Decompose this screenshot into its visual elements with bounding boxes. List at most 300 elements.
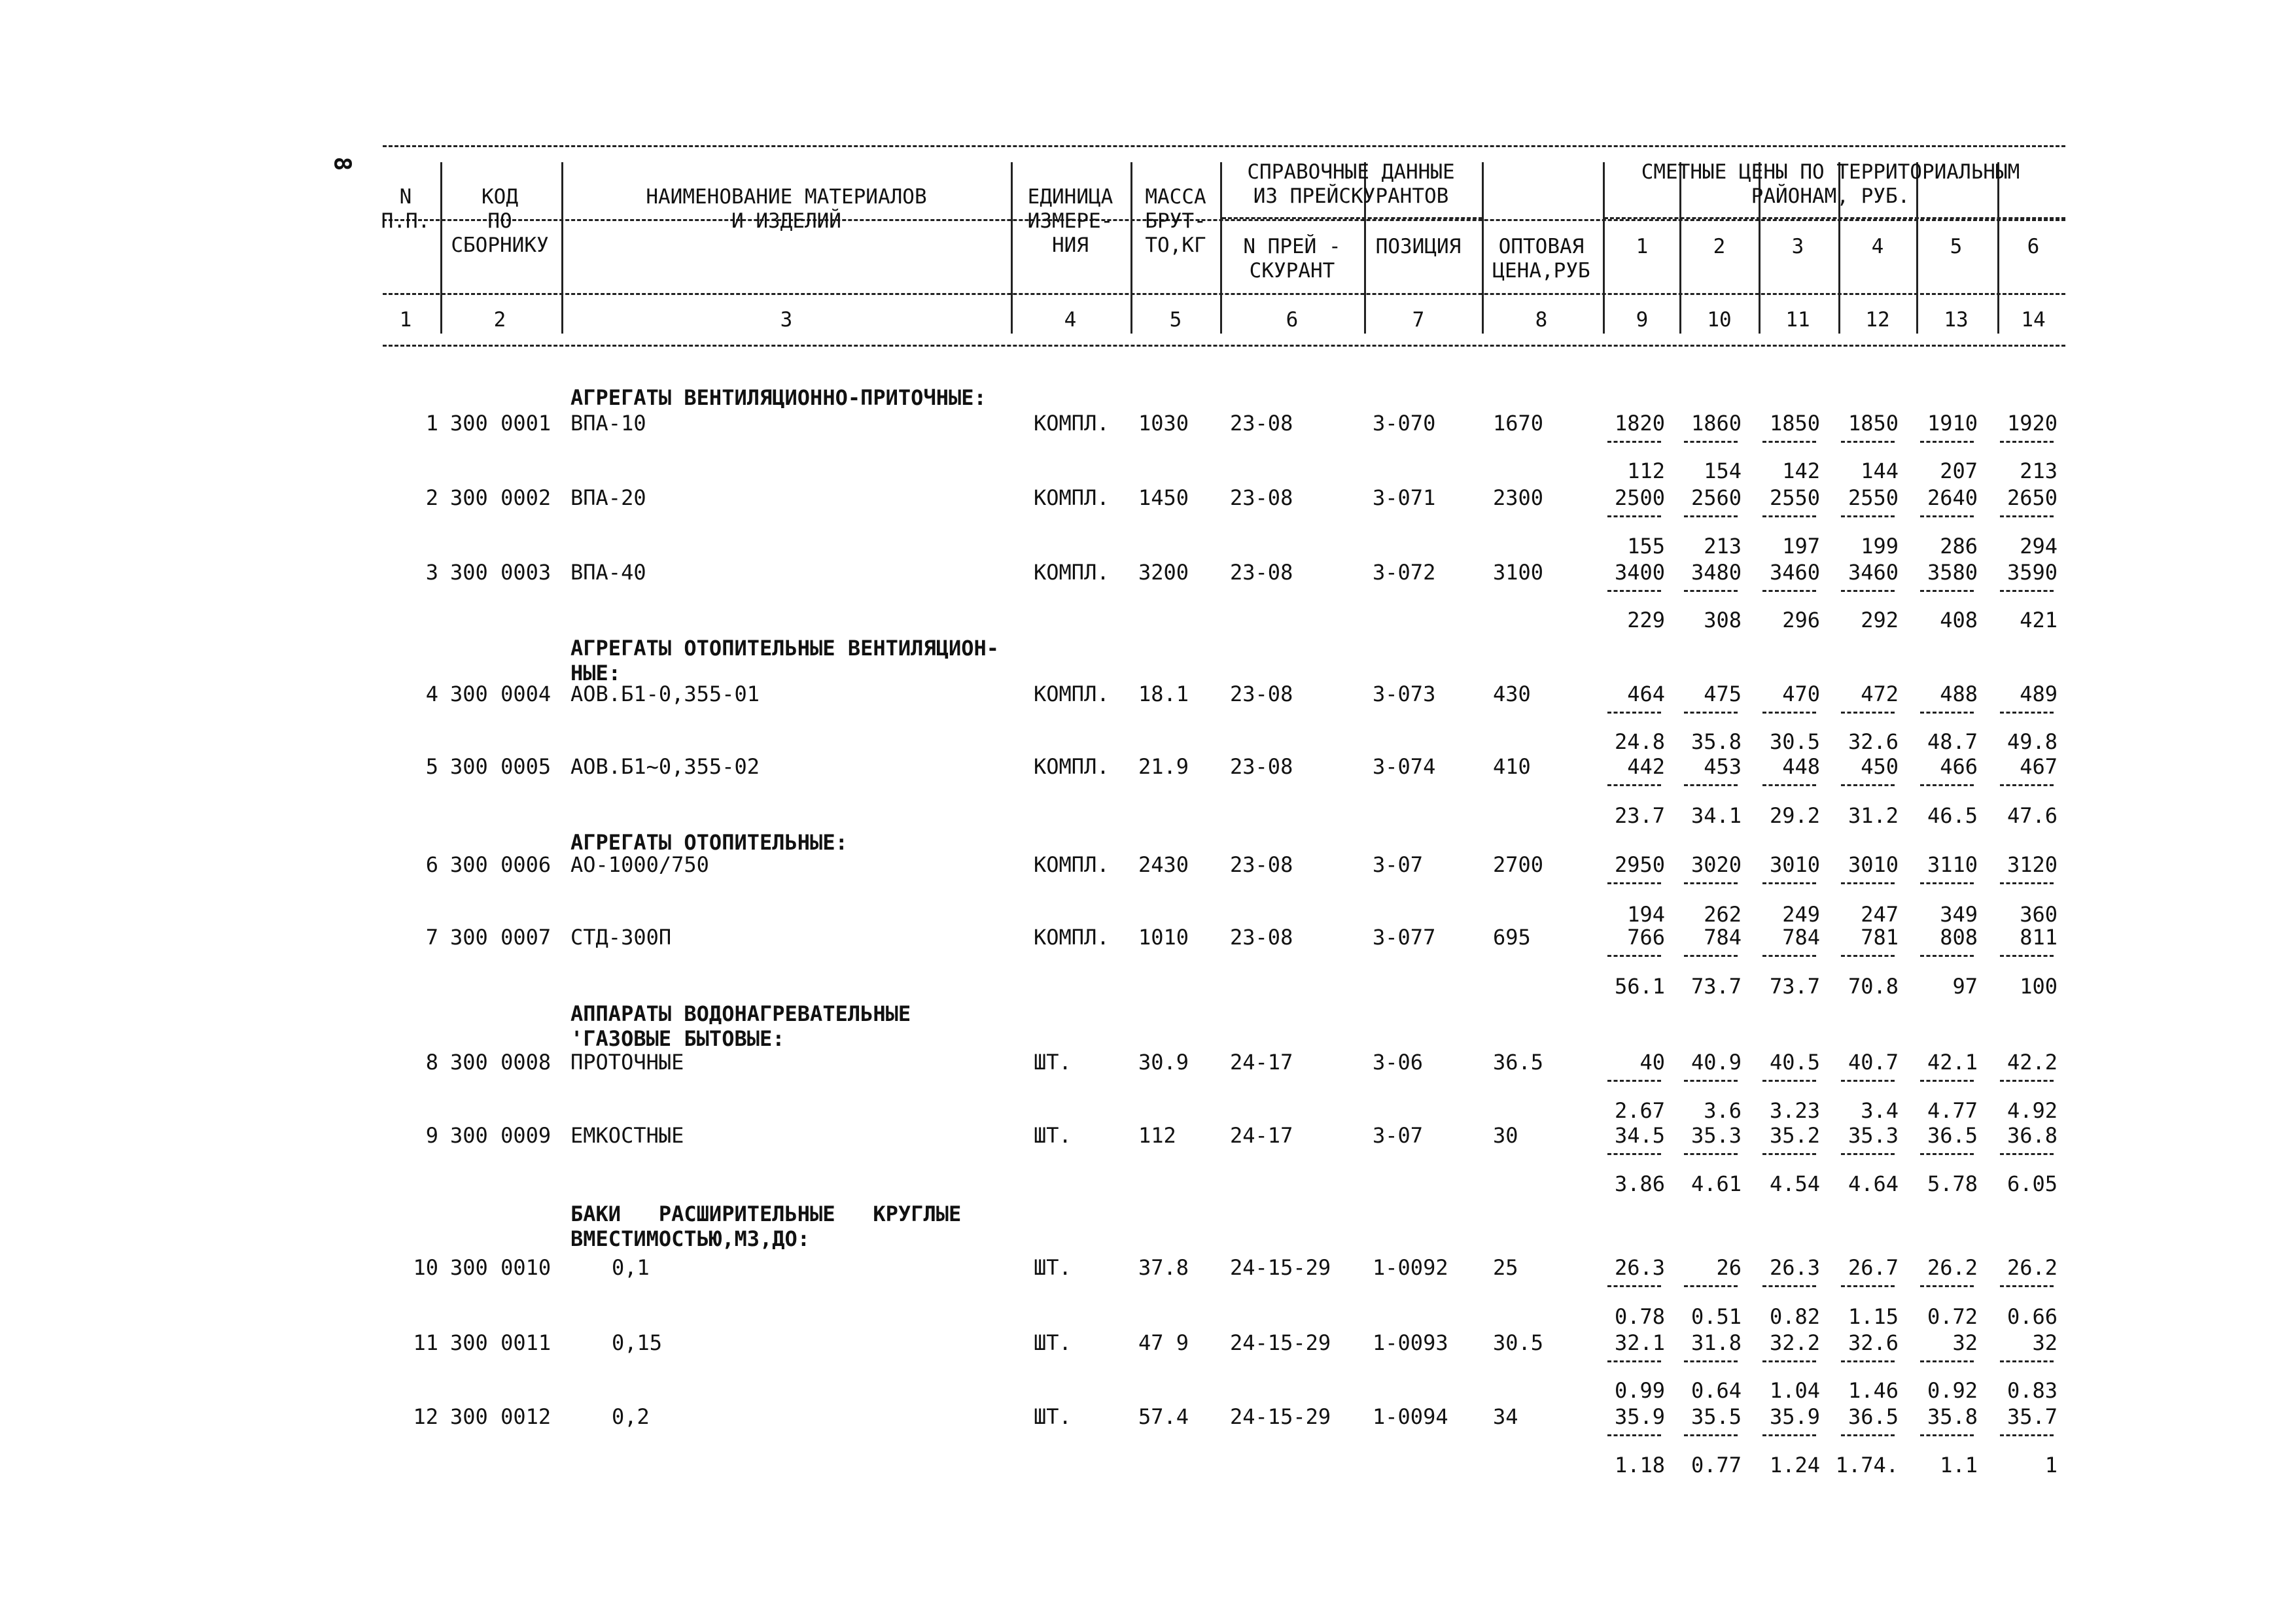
row-name: АОВ.Б1-0,355-01 [570, 682, 760, 706]
region-transport: 1.74. [1835, 1453, 1899, 1477]
region-price: 1860 [1691, 411, 1742, 436]
region-price: 32.1 [1614, 1330, 1665, 1355]
region-transport: 70.8 [1848, 974, 1899, 999]
fraction-line [1841, 1285, 1895, 1287]
region-transport: 213 [2020, 458, 2058, 483]
header-rule [383, 345, 2065, 347]
fraction-line [1684, 515, 1738, 517]
fraction-line [1920, 955, 1974, 957]
region-transport: 292 [1861, 608, 1899, 632]
region-transport: 5.78 [1927, 1171, 1978, 1196]
row-name: АОВ.Б1~0,355-02 [570, 754, 760, 779]
row-price-list: 23-08 [1230, 852, 1293, 877]
fraction-line [1607, 441, 1661, 443]
region-price: 2560 [1691, 485, 1742, 510]
region-transport: 31.2 [1848, 803, 1899, 828]
region-price: 3400 [1614, 560, 1665, 585]
fraction-line [1841, 955, 1895, 957]
region-transport: 1 [2044, 1453, 2058, 1477]
fraction-line [1920, 1153, 1974, 1155]
header-column-divider [1220, 162, 1222, 334]
row-price-list: 24-15-29 [1230, 1330, 1331, 1355]
region-transport: 34.1 [1691, 803, 1742, 828]
region-price: 2950 [1614, 852, 1665, 877]
row-mass: 57.4 [1138, 1404, 1189, 1429]
row-position: 1-0093 [1373, 1330, 1448, 1355]
region-transport: 6.05 [2006, 1171, 2058, 1196]
region-price: 1920 [2006, 411, 2058, 436]
row-name: 0,15 [612, 1330, 663, 1355]
row-unit: КОМПЛ. [1034, 852, 1110, 877]
row-wholesale: 3100 [1493, 560, 1544, 585]
row-number: 4 [425, 682, 438, 706]
row-wholesale: 695 [1493, 925, 1531, 950]
region-price: 26.2 [1927, 1255, 1978, 1280]
row-price-list: 23-08 [1230, 485, 1293, 510]
region-price: 3120 [2006, 852, 2058, 877]
fraction-line [1841, 1360, 1895, 1362]
header-label: И ИЗДЕЛИЙ [731, 209, 841, 233]
row-number: 6 [425, 852, 438, 877]
row-mass: 37.8 [1138, 1255, 1189, 1280]
region-price: 1910 [1927, 411, 1978, 436]
row-price-list: 23-08 [1230, 560, 1293, 585]
region-price: 3010 [1848, 852, 1899, 877]
region-price: 1820 [1614, 411, 1665, 436]
fraction-line [2000, 1360, 2054, 1362]
row-mass: 21.9 [1138, 754, 1189, 779]
region-price: 808 [1940, 925, 1978, 950]
region-price: 442 [1627, 754, 1665, 779]
region-price: 35.3 [1691, 1123, 1742, 1148]
row-wholesale: 2300 [1493, 485, 1544, 510]
header-label: МАССА [1145, 185, 1206, 209]
region-transport: 0.77 [1691, 1453, 1742, 1477]
row-mass: 18.1 [1138, 682, 1189, 706]
fraction-line [1684, 1153, 1738, 1155]
region-transport: 4.64 [1848, 1171, 1899, 1196]
region-transport: 24.8 [1614, 729, 1665, 754]
row-code: 300 0007 [450, 925, 552, 950]
fraction-line [2000, 1080, 2054, 1082]
region-transport: 155 [1627, 534, 1665, 559]
header-subrule [1222, 217, 1482, 219]
fraction-line [2000, 441, 2054, 443]
group-heading: АППАРАТЫ ВОДОНАГРЕВАТЕЛЬНЫЕ [570, 1001, 911, 1026]
header-label: N [399, 185, 412, 209]
fraction-line [1684, 712, 1738, 714]
row-wholesale: 25 [1493, 1255, 1518, 1280]
region-price: 2640 [1927, 485, 1978, 510]
region-transport: 0.72 [1927, 1304, 1978, 1329]
region-price: 2550 [1848, 485, 1899, 510]
row-code: 300 0011 [450, 1330, 552, 1355]
row-unit: КОМПЛ. [1034, 485, 1110, 510]
fraction-line [2000, 955, 2054, 957]
fraction-line [2000, 1434, 2054, 1436]
region-transport: 249 [1782, 902, 1820, 927]
fraction-line [1762, 515, 1816, 517]
region-transport: 23.7 [1614, 803, 1665, 828]
row-position: 3-06 [1373, 1050, 1424, 1075]
fraction-line [1762, 1434, 1816, 1436]
fraction-line [1762, 590, 1816, 592]
region-transport: 1.15 [1848, 1304, 1899, 1329]
fraction-line [1684, 882, 1738, 884]
row-unit: КОМПЛ. [1034, 754, 1110, 779]
region-price: 3580 [1927, 560, 1978, 585]
region-transport: 296 [1782, 608, 1820, 632]
region-transport: 0.64 [1691, 1378, 1742, 1403]
region-price: 3480 [1691, 560, 1742, 585]
fraction-line [1684, 1360, 1738, 1362]
region-price: 35.9 [1769, 1404, 1820, 1429]
region-transport: 3.86 [1614, 1171, 1665, 1196]
region-transport: 3.23 [1769, 1098, 1820, 1123]
fraction-line [1920, 712, 1974, 714]
fraction-line [2000, 882, 2054, 884]
row-code: 300 0012 [450, 1404, 552, 1429]
row-name: ЕМКОСТНЫЕ [570, 1123, 684, 1148]
column-number: 9 [1636, 308, 1649, 332]
column-number: 10 [1707, 308, 1732, 332]
region-transport: 1.24 [1769, 1453, 1820, 1477]
region-price: 2550 [1769, 485, 1820, 510]
region-transport: 47.6 [2006, 803, 2058, 828]
group-heading: АГРЕГАТЫ ОТОПИТЕЛЬНЫЕ: [570, 830, 848, 855]
column-number: 2 [493, 308, 506, 332]
region-price: 40.5 [1769, 1050, 1820, 1075]
region-transport: 73.7 [1769, 974, 1820, 999]
row-position: 1-0092 [1373, 1255, 1448, 1280]
column-number: 4 [1064, 308, 1077, 332]
row-position: 3-070 [1373, 411, 1436, 436]
region-transport: 262 [1704, 902, 1742, 927]
fraction-line [1920, 784, 1974, 786]
region-price: 36.5 [1848, 1404, 1899, 1429]
column-number: 8 [1535, 308, 1548, 332]
row-price-list: 24-15-29 [1230, 1255, 1331, 1280]
fraction-line [1684, 441, 1738, 443]
region-price: 35.8 [1927, 1404, 1978, 1429]
fraction-line [1920, 1285, 1974, 1287]
header-label: ЕДИНИЦА [1027, 185, 1113, 209]
group-heading: НЫЕ: [570, 661, 622, 685]
header-label: ИЗ ПРЕЙСКУРАНТОВ [1253, 184, 1449, 208]
fraction-line [1762, 882, 1816, 884]
region-transport: 29.2 [1769, 803, 1820, 828]
row-number: 10 [413, 1255, 438, 1280]
fraction-line [1684, 784, 1738, 786]
row-unit: ШТ. [1034, 1404, 1072, 1429]
fraction-line [2000, 590, 2054, 592]
row-unit: КОМПЛ. [1034, 560, 1110, 585]
fraction-line [1762, 441, 1816, 443]
region-transport: 213 [1704, 534, 1742, 559]
row-wholesale: 30 [1493, 1123, 1518, 1148]
header-label: ИЗМЕРЕ- [1027, 209, 1113, 233]
region-price: 40.7 [1848, 1050, 1899, 1075]
row-unit: ШТ. [1034, 1123, 1072, 1148]
region-price: 781 [1861, 925, 1899, 950]
region-price: 2650 [2006, 485, 2058, 510]
region-transport: 3.6 [1704, 1098, 1742, 1123]
region-transport: 0.78 [1614, 1304, 1665, 1329]
region-price: 42.1 [1927, 1050, 1978, 1075]
region-price: 472 [1861, 682, 1899, 706]
region-transport: 349 [1940, 902, 1978, 927]
row-code: 300 0002 [450, 485, 552, 510]
row-code: 300 0004 [450, 682, 552, 706]
row-price-list: 23-08 [1230, 754, 1293, 779]
region-price: 40 [1639, 1050, 1665, 1075]
region-price: 36.5 [1927, 1123, 1978, 1148]
header-label: ТО,КГ [1145, 233, 1206, 257]
column-number: 14 [2021, 308, 2046, 332]
region-transport: 229 [1627, 608, 1665, 632]
region-price: 1850 [1848, 411, 1899, 436]
fraction-line [1762, 1360, 1816, 1362]
column-number: 5 [1169, 308, 1182, 332]
fraction-line [1607, 1360, 1661, 1362]
region-transport: 73.7 [1691, 974, 1742, 999]
region-price: 26 [1716, 1255, 1742, 1280]
region-price: 3110 [1927, 852, 1978, 877]
region-number: 1 [1636, 235, 1649, 258]
row-code: 300 0003 [450, 560, 552, 585]
fraction-line [1841, 712, 1895, 714]
row-mass: 1030 [1138, 411, 1189, 436]
header-label: N ПРЕЙ - [1243, 235, 1341, 258]
region-transport: 49.8 [2006, 729, 2058, 754]
fraction-line [1762, 784, 1816, 786]
region-transport: 2.67 [1614, 1098, 1665, 1123]
row-wholesale: 2700 [1493, 852, 1544, 877]
header-label: СПРАВОЧНЫЕ ДАННЫЕ [1247, 160, 1455, 184]
header-label: НИЯ [1052, 233, 1089, 257]
fraction-line [1607, 590, 1661, 592]
row-unit: КОМПЛ. [1034, 682, 1110, 706]
fraction-line [1607, 1153, 1661, 1155]
group-heading: ВМЕСТИМОСТЬЮ,М3,ДО: [570, 1226, 811, 1251]
column-number: 12 [1865, 308, 1890, 332]
region-transport: 0.83 [2006, 1378, 2058, 1403]
row-mass: 47 9 [1138, 1330, 1189, 1355]
row-wholesale: 1670 [1493, 411, 1544, 436]
fraction-line [1920, 882, 1974, 884]
group-heading: АГРЕГАТЫ ВЕНТИЛЯЦИОННО-ПРИТОЧНЫЕ: [570, 385, 987, 410]
row-mass: 1450 [1138, 485, 1189, 510]
header-label: БРУТ- [1145, 209, 1206, 233]
column-number: 13 [1944, 308, 1969, 332]
region-transport: 308 [1704, 608, 1742, 632]
fraction-line [1841, 590, 1895, 592]
row-number: 3 [425, 560, 438, 585]
row-code: 300 0009 [450, 1123, 552, 1148]
fraction-line [1920, 1434, 1974, 1436]
region-price: 34.5 [1614, 1123, 1665, 1148]
row-name: 0,1 [612, 1255, 650, 1280]
header-label: КОД [482, 185, 518, 209]
fraction-line [1607, 1080, 1661, 1082]
row-wholesale: 36.5 [1493, 1050, 1544, 1075]
region-price: 32.6 [1848, 1330, 1899, 1355]
fraction-line [1762, 712, 1816, 714]
region-price: 448 [1782, 754, 1820, 779]
region-price: 3010 [1769, 852, 1820, 877]
row-number: 1 [425, 411, 438, 436]
row-price-list: 23-08 [1230, 682, 1293, 706]
fraction-line [1920, 441, 1974, 443]
region-transport: 48.7 [1927, 729, 1978, 754]
row-name: 0,2 [612, 1404, 650, 1429]
row-name: АО-1000/750 [570, 852, 709, 877]
header-label: СКУРАНТ [1249, 259, 1335, 283]
row-wholesale: 30.5 [1493, 1330, 1544, 1355]
region-price: 35.5 [1691, 1404, 1742, 1429]
region-transport: 100 [2020, 974, 2058, 999]
fraction-line [1762, 1153, 1816, 1155]
region-transport: 360 [2020, 902, 2058, 927]
region-price: 26.3 [1769, 1255, 1820, 1280]
row-number: 8 [425, 1050, 438, 1075]
header-label: ПО [487, 209, 512, 233]
fraction-line [1920, 515, 1974, 517]
row-position: 3-07 [1373, 1123, 1424, 1148]
column-number: 1 [399, 308, 412, 332]
fraction-line [1607, 955, 1661, 957]
header-label: ОПТОВАЯ [1498, 235, 1585, 258]
region-price: 467 [2020, 754, 2058, 779]
row-name: ПРОТОЧНЫЕ [570, 1050, 684, 1075]
region-price: 811 [2020, 925, 2058, 950]
region-transport: 194 [1627, 902, 1665, 927]
region-number: 5 [1950, 235, 1963, 258]
region-price: 26.7 [1848, 1255, 1899, 1280]
region-price: 3590 [2006, 560, 2058, 585]
region-transport: 294 [2020, 534, 2058, 559]
row-price-list: 24-17 [1230, 1050, 1293, 1075]
row-position: 3-07 [1373, 852, 1424, 877]
row-wholesale: 430 [1493, 682, 1531, 706]
row-price-list: 23-08 [1230, 411, 1293, 436]
fraction-line [1684, 1285, 1738, 1287]
row-mass: 1010 [1138, 925, 1189, 950]
row-mass: 2430 [1138, 852, 1189, 877]
region-transport: 97 [1952, 974, 1978, 999]
row-number: 7 [425, 925, 438, 950]
region-transport: 4.54 [1769, 1171, 1820, 1196]
region-transport: 1.46 [1848, 1378, 1899, 1403]
row-mass: 112 [1138, 1123, 1176, 1148]
region-price: 32 [2032, 1330, 2058, 1355]
column-number: 7 [1412, 308, 1425, 332]
region-price: 489 [2020, 682, 2058, 706]
region-price: 450 [1861, 754, 1899, 779]
region-transport: 0.51 [1691, 1304, 1742, 1329]
fraction-line [1607, 712, 1661, 714]
region-transport: 3.4 [1861, 1098, 1899, 1123]
region-price: 35.9 [1614, 1404, 1665, 1429]
row-code: 300 0005 [450, 754, 552, 779]
column-number: 11 [1785, 308, 1810, 332]
row-unit: ШТ. [1034, 1255, 1072, 1280]
column-number: 6 [1286, 308, 1299, 332]
region-price: 784 [1782, 925, 1820, 950]
fraction-line [1762, 1080, 1816, 1082]
region-price: 35.2 [1769, 1123, 1820, 1148]
region-transport: 1.18 [1614, 1453, 1665, 1477]
region-price: 26.3 [1614, 1255, 1665, 1280]
region-transport: 4.92 [2006, 1098, 2058, 1123]
row-name: СТД-300П [570, 925, 672, 950]
region-transport: 421 [2020, 608, 2058, 632]
row-unit: ШТ. [1034, 1050, 1072, 1075]
region-price: 3020 [1691, 852, 1742, 877]
region-price: 470 [1782, 682, 1820, 706]
row-price-list: 24-17 [1230, 1123, 1293, 1148]
header-rule [383, 293, 2065, 295]
region-number: 2 [1713, 235, 1726, 258]
header-rule [383, 145, 2065, 147]
row-mass: 3200 [1138, 560, 1189, 585]
region-transport: 154 [1704, 458, 1742, 483]
fraction-line [1607, 882, 1661, 884]
fraction-line [1684, 1434, 1738, 1436]
region-transport: 30.5 [1769, 729, 1820, 754]
region-transport: 56.1 [1614, 974, 1665, 999]
fraction-line [1920, 590, 1974, 592]
row-position: 3-077 [1373, 925, 1436, 950]
region-transport: 1.1 [1940, 1453, 1978, 1477]
row-position: 3-072 [1373, 560, 1436, 585]
region-transport: 286 [1940, 534, 1978, 559]
region-transport: 247 [1861, 902, 1899, 927]
header-label: НАИМЕНОВАНИЕ МАТЕРИАЛОВ [646, 185, 927, 209]
region-transport: 32.6 [1848, 729, 1899, 754]
row-name: ВПА-10 [570, 411, 646, 436]
row-code: 300 0010 [450, 1255, 552, 1280]
fraction-line [1684, 590, 1738, 592]
region-price: 766 [1627, 925, 1665, 950]
region-number: 4 [1871, 235, 1884, 258]
region-price: 2500 [1614, 485, 1665, 510]
fraction-line [1841, 1434, 1895, 1436]
region-transport: 112 [1627, 458, 1665, 483]
region-transport: 0.66 [2006, 1304, 2058, 1329]
region-price: 35.3 [1848, 1123, 1899, 1148]
region-price: 3460 [1769, 560, 1820, 585]
page-number: 8 [328, 156, 356, 171]
fraction-line [1607, 1285, 1661, 1287]
fraction-line [1841, 1153, 1895, 1155]
region-transport: 4.77 [1927, 1098, 1978, 1123]
region-transport: 142 [1782, 458, 1820, 483]
group-heading: БАКИ РАСШИРИТЕЛЬНЫЕ КРУГЛЫЕ [570, 1201, 962, 1226]
row-number: 5 [425, 754, 438, 779]
fraction-line [1607, 784, 1661, 786]
fraction-line [1762, 955, 1816, 957]
row-price-list: 24-15-29 [1230, 1404, 1331, 1429]
region-transport: 4.61 [1691, 1171, 1742, 1196]
row-number: 11 [413, 1330, 438, 1355]
region-transport: 197 [1782, 534, 1820, 559]
row-code: 300 0008 [450, 1050, 552, 1075]
header-label: СБОРНИКУ [451, 233, 549, 257]
group-heading: 'ГАЗОВЫЕ БЫТОВЫЕ: [570, 1026, 785, 1051]
column-number: 3 [780, 308, 793, 332]
region-transport: 408 [1940, 608, 1978, 632]
